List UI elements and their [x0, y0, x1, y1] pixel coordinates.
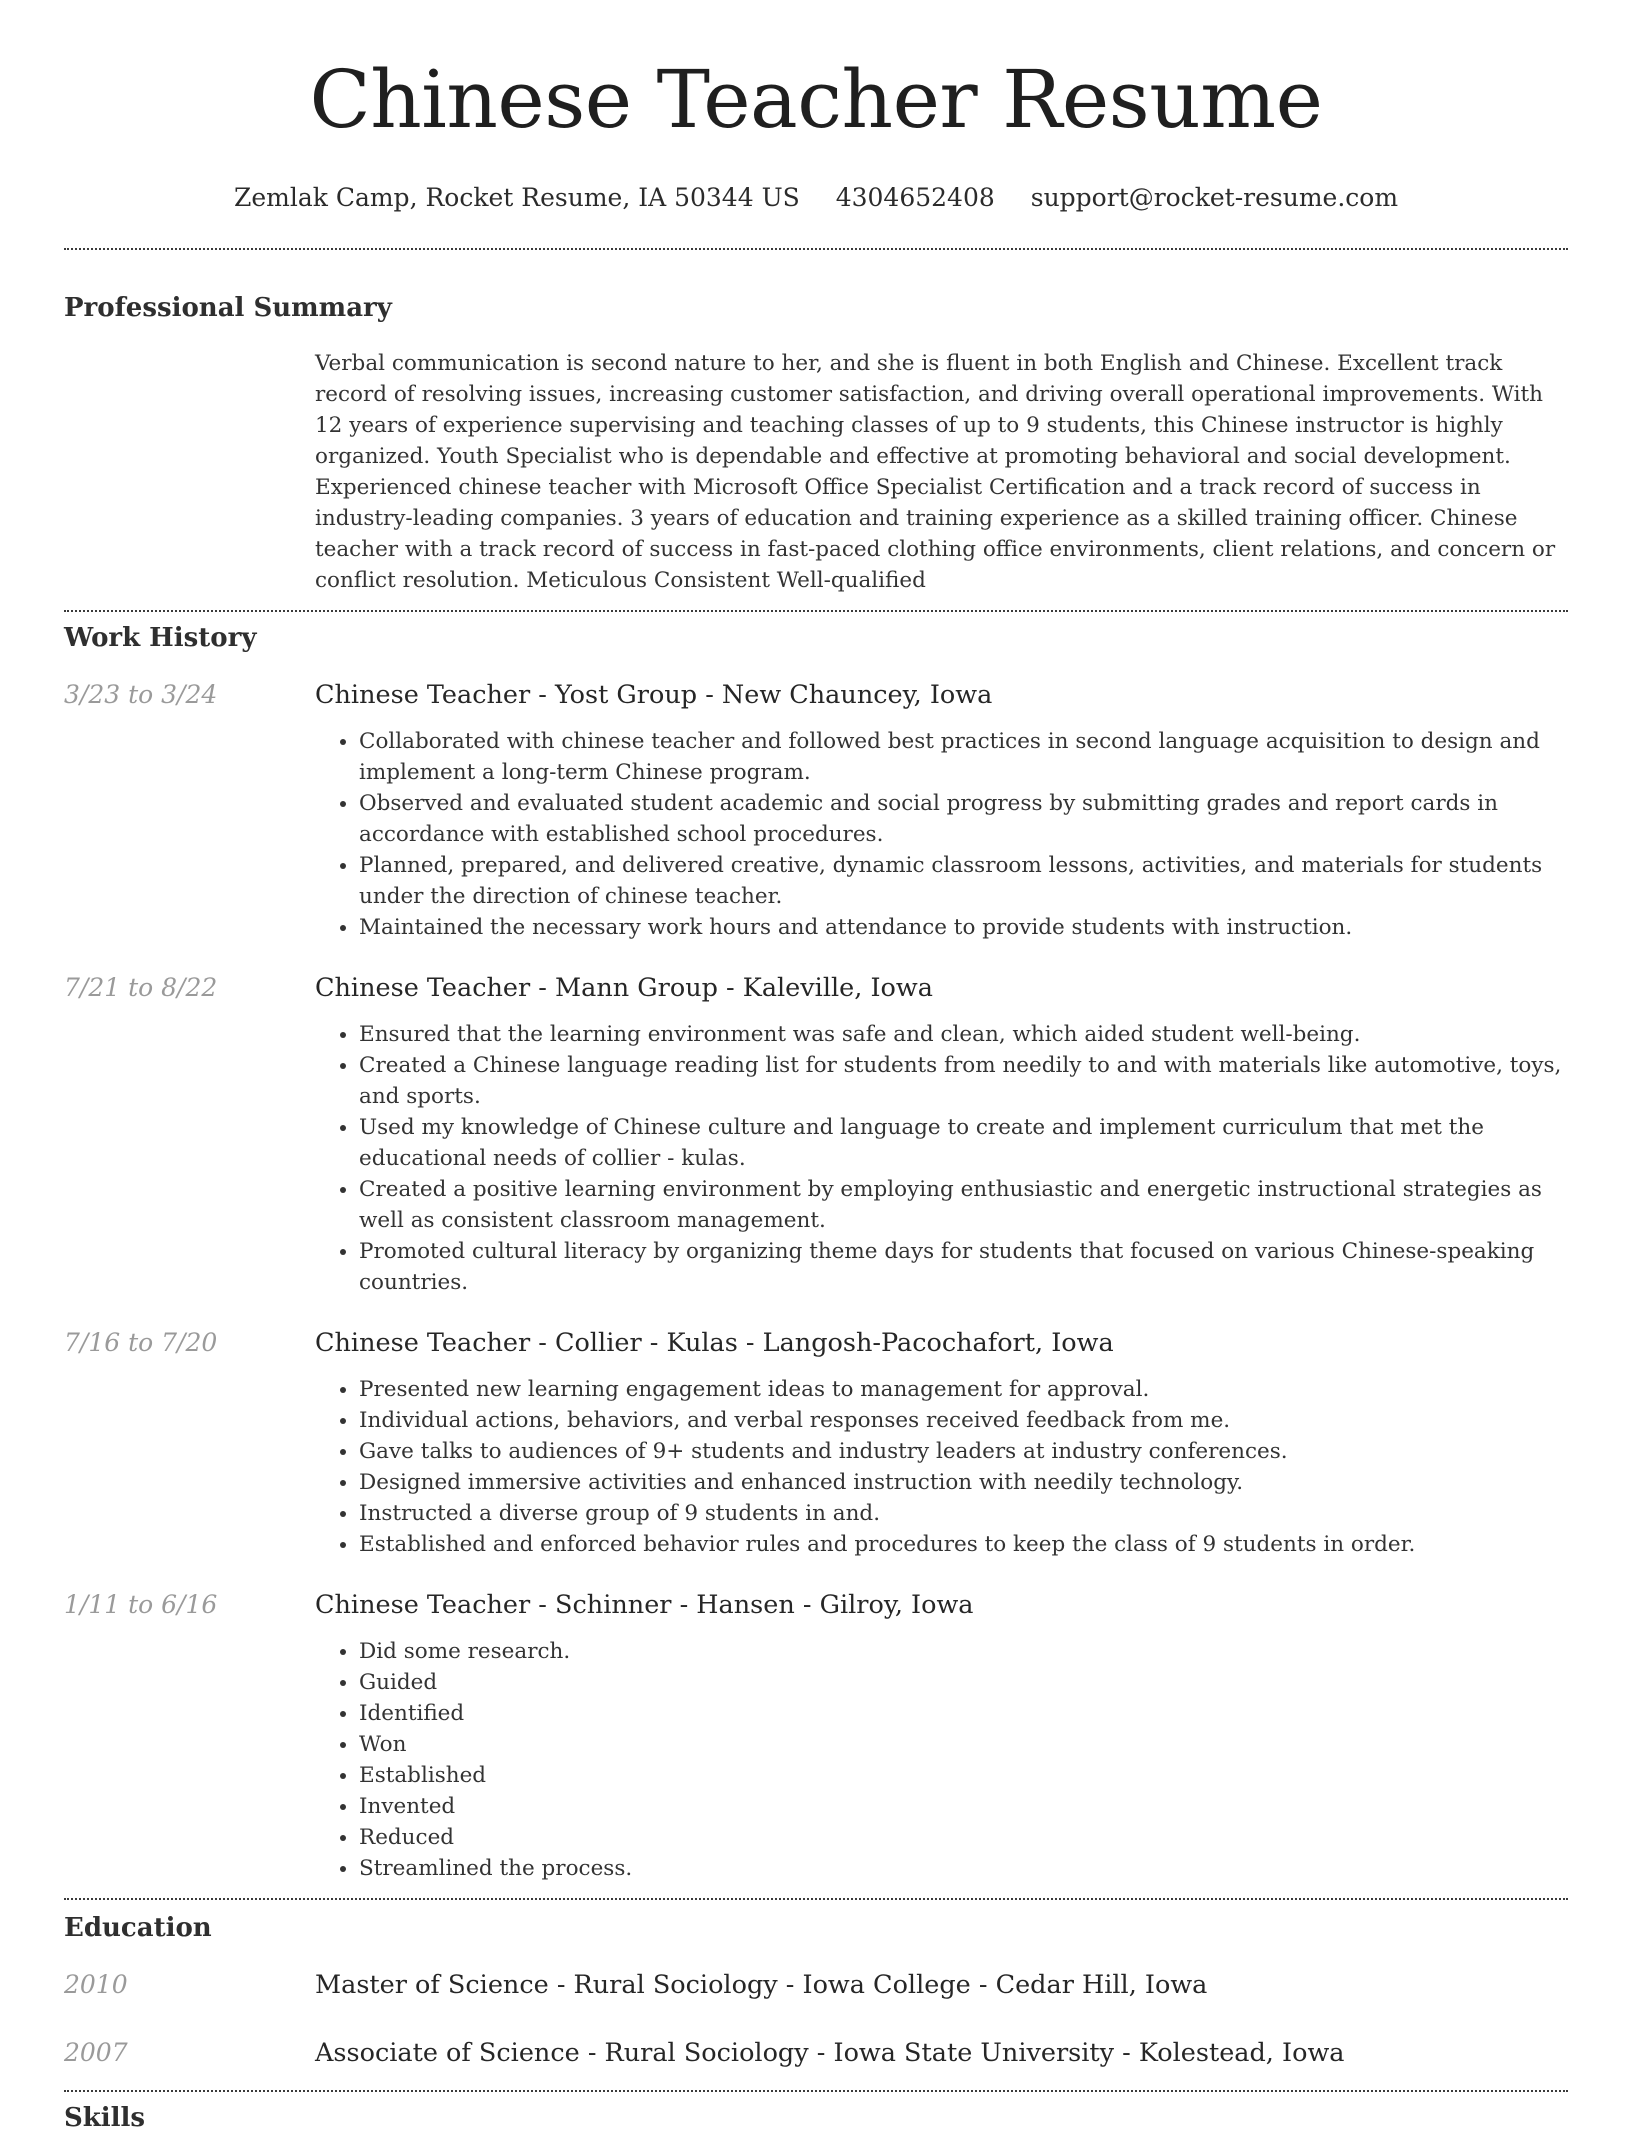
job-bullet: • Individual actions, behaviors, and verbal responses received feedback from me.: [359, 1405, 1568, 1436]
job-bullet: • Invented: [359, 1791, 1568, 1822]
job-bullet: • Collaborated with chinese teacher and followed best practices in second language acquisition to design and implement a long-term Chinese program.: [359, 726, 1568, 788]
job-dates: 7/16 to 7/20: [64, 1328, 218, 1357]
job-bullets: [315, 1019, 1568, 1298]
job-title: Chinese Teacher - Mann Group - Kaleville, Iowa: [315, 973, 933, 1003]
job-bullet: • Identified: [359, 1698, 1568, 1729]
job-bullet: • Created a Chinese language reading list for students from needily to and with materials like automotive, toys, and sports.: [359, 1050, 1568, 1112]
section-divider: [64, 2090, 1568, 2092]
job-dates: 1/11 to 6/16: [64, 1590, 218, 1619]
resume-title: Chinese Teacher Resume: [309, 53, 1323, 146]
job-bullet: • Instructed a diverse group of 9 students in and.: [359, 1498, 1568, 1529]
job-dates: 3/23 to 3/24: [64, 680, 218, 709]
job-title: Chinese Teacher - Schinner - Hansen - Gilroy, Iowa: [315, 1590, 974, 1620]
job-bullet: • Maintained the necessary work hours and attendance to provide students with instruction.: [359, 912, 1568, 943]
job-body: [315, 1588, 1568, 1884]
education-details: Master of Science - Rural Sociology - Iowa College - Cedar Hill, Iowa: [315, 1970, 1208, 2000]
job-bullet: • Established and enforced behavior rules and procedures to keep the class of 9 students in order.: [359, 1529, 1568, 1560]
job-bullet: • Established: [359, 1760, 1568, 1791]
section-divider: [64, 1898, 1568, 1900]
work-history-list: [64, 678, 1568, 1884]
job-dates: 7/21 to 8/22: [64, 973, 218, 1002]
job-bullets: [315, 1636, 1568, 1884]
education-details: Associate of Science - Rural Sociology - Iowa State University - Kolestead, Iowa: [315, 2038, 1345, 2068]
contact-line: [64, 182, 1568, 214]
job-body: [315, 971, 1568, 1298]
education-year: 2010: [64, 1970, 128, 1999]
contact-phone: 4304652408: [835, 183, 995, 212]
job-bullet: • Used my knowledge of Chinese culture and language to create and implement curriculum that met the educational needs of collier - kulas.: [359, 1112, 1568, 1174]
job-entry: [64, 1326, 1568, 1560]
job-title: Chinese Teacher - Collier - Kulas - Langosh-Pacochafort, Iowa: [315, 1328, 1114, 1358]
contact-email: support@rocket-resume.com: [1030, 183, 1399, 212]
job-bullet: • Gave talks to audiences of 9+ students and industry leaders at industry conferences.: [359, 1436, 1568, 1467]
job-bullet: • Promoted cultural literacy by organizing theme days for students that focused on various Chinese-speaking countries.: [359, 1236, 1568, 1298]
job-bullet: • Created a positive learning environment by employing enthusiastic and energetic instructional strategies as well as consistent classroom management.: [359, 1174, 1568, 1236]
job-bullet: • Streamlined the process.: [359, 1853, 1568, 1884]
job-body: [315, 1326, 1568, 1560]
job-bullet: • Reduced: [359, 1822, 1568, 1853]
job-entry: [64, 678, 1568, 943]
contact-address: Zemlak Camp, Rocket Resume, IA 50344 US: [233, 183, 800, 212]
job-bullet: • Presented new learning engagement ideas to management for approval.: [359, 1374, 1568, 1405]
job-body: [315, 678, 1568, 943]
job-bullet: • Did some research.: [359, 1636, 1568, 1667]
job-bullet: • Designed immersive activities and enhanced instruction with needily technology.: [359, 1467, 1568, 1498]
job-title: Chinese Teacher - Yost Group - New Chauncey, Iowa: [315, 680, 993, 710]
skills-heading: Skills: [64, 2103, 146, 2133]
education-entry: [64, 1968, 1568, 2002]
education-year: 2007: [64, 2038, 128, 2067]
education-entry: [64, 2036, 1568, 2070]
job-bullet: • Won: [359, 1729, 1568, 1760]
education-heading: Education: [64, 1913, 212, 1943]
job-bullet: • Planned, prepared, and delivered creative, dynamic classroom lessons, activities, and materials for students under the direction of chinese teacher.: [359, 850, 1568, 912]
job-bullets: [315, 726, 1568, 943]
job-entry: [64, 1588, 1568, 1884]
job-bullet: • Guided: [359, 1667, 1568, 1698]
job-bullet: • Ensured that the learning environment was safe and clean, which aided student well-being.: [359, 1019, 1568, 1050]
job-entry: [64, 971, 1568, 1298]
summary-text: Verbal communication is second nature to her, and she is fluent in both English and Chinese. Excellent track record of resolving issues, increasing customer satisfaction, and driving overall operational improvements. With 12 years of experience supervising and teaching classes of up to 9 students, this Chinese instructor is highly organized. Youth Specialist who is dependable and effective at promoting behavioral and social development. Experienced chinese teacher with Microsoft Office Specialist Certification and a track record of success in industry-leading companies. 3 years of education and training experience as a skilled training officer. Chinese teacher with a track record of success in fast-paced clothing office environments, client relations, and concern or conflict resolution. Meticulous Consistent Well-qualified: [315, 351, 1556, 593]
section-divider: [64, 248, 1568, 250]
job-bullets: [315, 1374, 1568, 1560]
summary-heading: Professional Summary: [64, 293, 392, 323]
work-history-heading: Work History: [64, 623, 257, 653]
section-divider: [64, 610, 1568, 612]
job-bullet: • Observed and evaluated student academic and social progress by submitting grades and report cards in accordance with established school procedures.: [359, 788, 1568, 850]
